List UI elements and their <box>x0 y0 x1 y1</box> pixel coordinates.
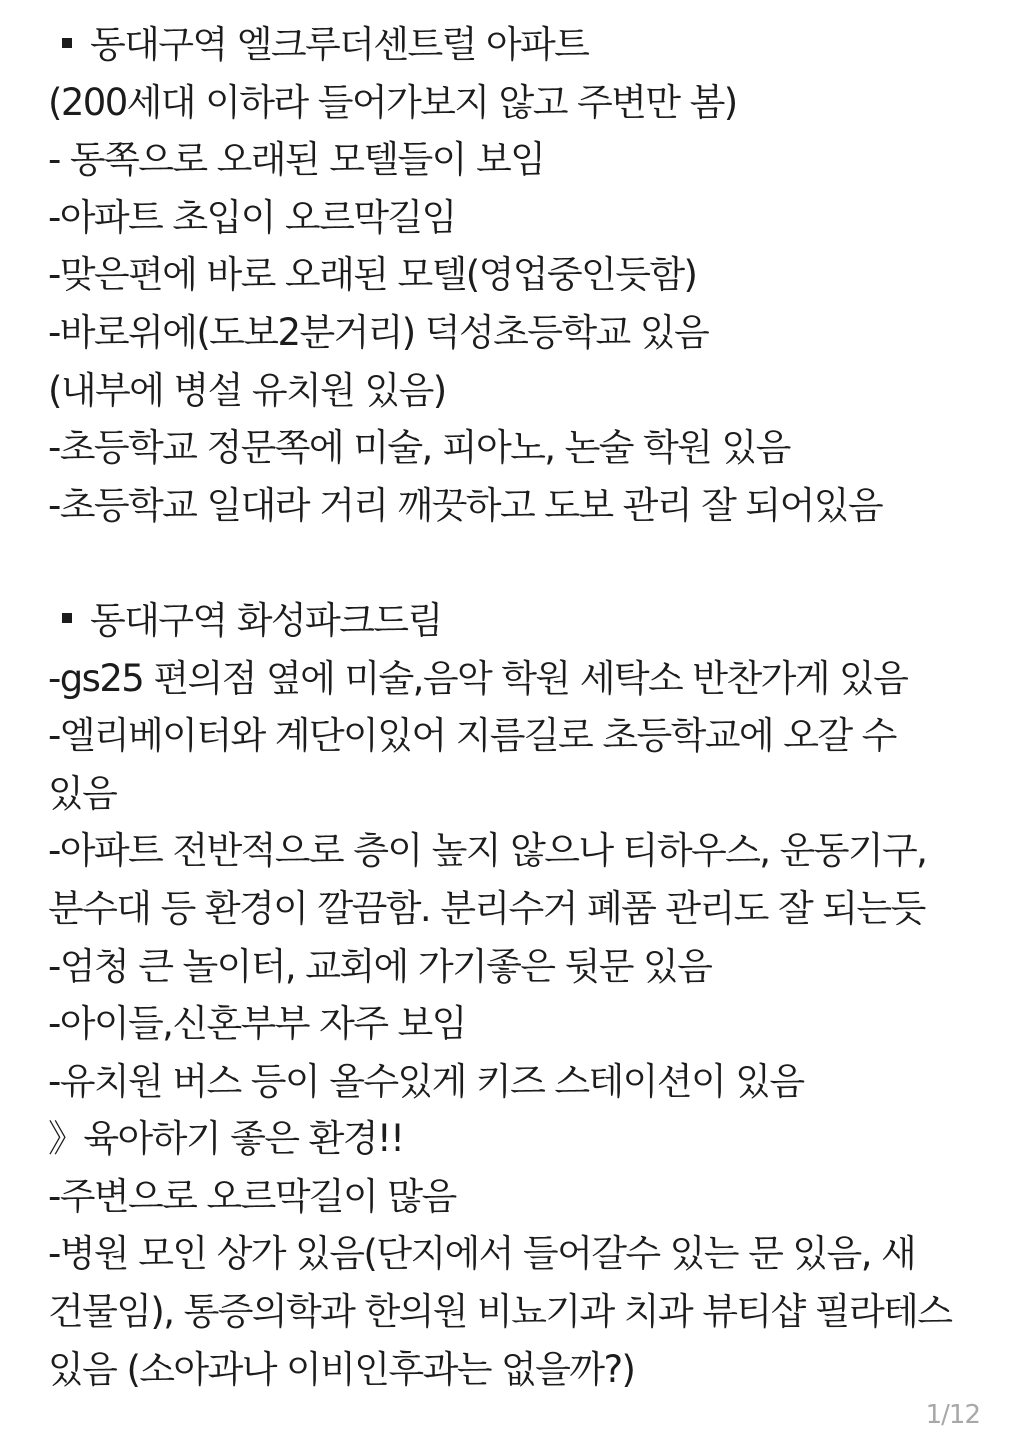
text-line: 》육아하기 좋은 환경!! <box>48 1117 404 1161</box>
square-bullet-icon <box>62 613 72 623</box>
page-indicator: 1/12 <box>925 1400 980 1430</box>
text-line: 있음 (소아과나 이비인후과는 없을까?) <box>48 1347 635 1391</box>
text-line: (내부에 병설 유치원 있음) <box>48 368 446 412</box>
text-line: 분수대 등 환경이 깔끔함. 분리수거 폐품 관리도 잘 되는듯 <box>48 886 925 930</box>
text-line: -초등학교 일대라 거리 깨끗하고 도보 관리 잘 되어있음 <box>48 483 883 527</box>
section-heading-text: 동대구역 엘크루더센트럴 아파트 <box>90 23 589 66</box>
text-line: -병원 모인 상가 있음(단지에서 들어갈수 있는 문 있음, 새 <box>48 1232 916 1276</box>
square-bullet-icon <box>62 38 72 48</box>
text-line: -맞은편에 바로 오래된 모텔(영업중인듯함) <box>48 253 697 297</box>
text-line: -유치원 버스 등이 올수있게 키즈 스테이션이 있음 <box>48 1059 804 1103</box>
text-line: -주변으로 오르막길이 많음 <box>48 1174 456 1218</box>
text-line: -초등학교 정문쪽에 미술, 피아노, 논술 학원 있음 <box>48 426 790 470</box>
section-heading-text: 동대구역 화성파크드림 <box>90 598 442 642</box>
text-line: -아파트 전반적으로 층이 높지 않으나 티하우스, 운동기구, <box>48 829 927 873</box>
blank-line <box>48 534 998 592</box>
text-line: -엘리베이터와 계단이있어 지름길로 초등학교에 오갈 수 <box>48 714 896 758</box>
text-line: (200세대 이하라 들어가보지 않고 주변만 봄) <box>48 80 737 124</box>
section-heading <box>48 592 998 650</box>
text-line: -아이들,신혼부부 자주 보임 <box>48 1002 466 1046</box>
text-line: 있음 <box>48 771 117 815</box>
text-line: 건물임), 통증의학과 한의원 비뇨기과 치과 뷰티샵 필라테스 <box>48 1290 952 1334</box>
text-line: -gs25 편의점 옆에 미술,음악 학원 세탁소 반찬가게 있음 <box>48 656 908 700</box>
section-heading <box>48 16 998 74</box>
document-body <box>48 16 998 1398</box>
text-line: -바로위에(도보2분거리) 덕성초등학교 있음 <box>48 310 709 354</box>
text-line: - 동쪽으로 오래된 모텔들이 보임 <box>48 138 545 182</box>
text-line: -엄청 큰 놀이터, 교회에 가기좋은 뒷문 있음 <box>48 944 712 988</box>
text-line: -아파트 초입이 오르막길임 <box>48 195 456 239</box>
